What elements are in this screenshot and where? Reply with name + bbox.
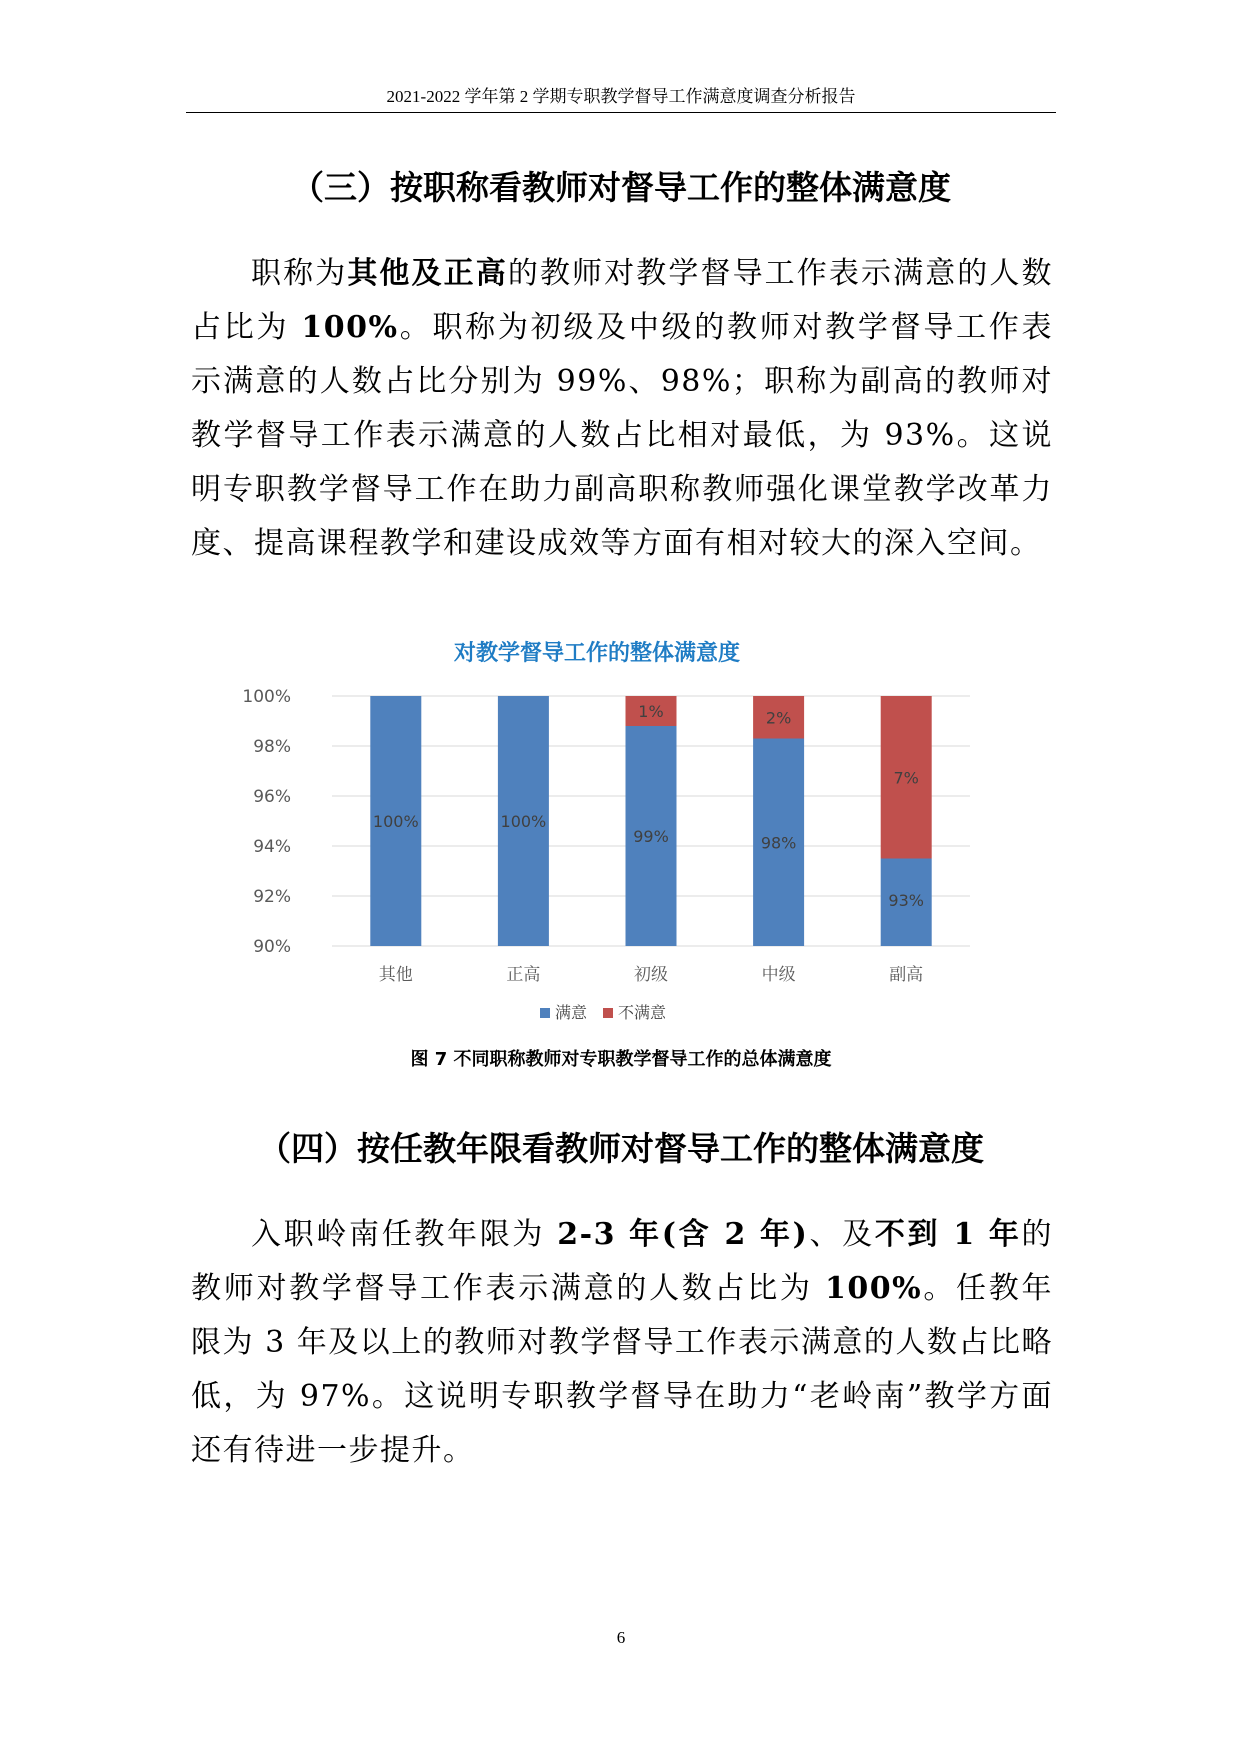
data-label: 2% xyxy=(765,708,792,728)
section-4-title: （四）按任教年限看教师对督导工作的整体满意度 xyxy=(258,1129,984,1168)
x-tick-label: 中级 xyxy=(761,965,796,985)
x-tick-label: 副高 xyxy=(889,965,924,985)
text-run: 100% xyxy=(824,1271,923,1306)
legend-label: 满意 xyxy=(555,1003,588,1022)
page-number: 6 xyxy=(616,1628,626,1647)
chart-bars xyxy=(370,696,931,946)
figure-caption: 图 7 不同职称教师对专职教学督导工作的总体满意度 xyxy=(410,1049,832,1070)
y-tick-label: 92% xyxy=(253,887,291,907)
legend-swatch xyxy=(540,1008,550,1018)
text-run: 。任教年限为 3 年及以上的教师对教学督导工作表示满意的人数占比略低，为 97%。这说明专职教学督导在助力“老岭南”教学方面还有待进一步提升。 xyxy=(191,1271,1053,1468)
text-run: 2-3 年(含 2 年) xyxy=(557,1217,809,1252)
text-run: 100% xyxy=(301,310,399,345)
data-label: 99% xyxy=(633,827,669,846)
x-tick-label: 初级 xyxy=(634,965,668,985)
text-run: 其他及正高 xyxy=(347,256,508,291)
section-4-paragraph xyxy=(191,1208,1053,1478)
data-label: 7% xyxy=(893,768,919,788)
text-run: 不到 1 年 xyxy=(874,1217,1022,1252)
legend-swatch xyxy=(603,1008,613,1018)
data-label: 98% xyxy=(760,833,797,853)
page-header: 2021-2022 学年第 2 学期专职教学督导工作满意度调查分析报告 xyxy=(386,87,856,106)
data-label: 100% xyxy=(500,812,547,831)
text-run: 的教师对教学督导工作表示满意的人数占比为 xyxy=(191,1217,1054,1306)
text-run: 、及 xyxy=(808,1217,875,1252)
y-tick-label: 100% xyxy=(242,687,291,707)
y-tick-label: 96% xyxy=(253,787,291,807)
legend-label: 不满意 xyxy=(618,1003,667,1022)
x-tick-label: 其他 xyxy=(378,965,413,985)
data-label: 1% xyxy=(638,702,664,721)
chart-y-axis xyxy=(242,687,291,957)
y-tick-label: 90% xyxy=(253,937,291,957)
chart-x-axis xyxy=(379,964,923,985)
section-3-title: （三）按职称看教师对督导工作的整体满意度 xyxy=(291,168,951,207)
text-run: 入职岭南任教年限为 xyxy=(251,1217,558,1252)
text-run: 。职称为初级及中级的教师对教学督导工作表示满意的人数占比分别为 99%、98%；职称为副高的教师对教学督导工作表示满意的人数占比相对最低，为 93%。这说明专职教学督导工作在助力副高职称教师强化课堂教学改革力度、提高课程教学和建设成效等方面有相对较大的深入空间。 xyxy=(191,310,1053,561)
text-run: 职称为 xyxy=(251,256,348,291)
data-label: 100% xyxy=(372,812,419,831)
y-tick-label: 94% xyxy=(253,837,291,857)
chart-legend xyxy=(540,1003,666,1022)
text-run: 的教师对教学督导工作表示满意的人数占比为 xyxy=(191,256,1054,345)
chart-title: 对教学督导工作的整体满意度 xyxy=(453,641,741,666)
y-tick-label: 98% xyxy=(253,737,291,757)
x-tick-label: 正高 xyxy=(506,965,541,985)
data-label: 93% xyxy=(888,891,924,910)
